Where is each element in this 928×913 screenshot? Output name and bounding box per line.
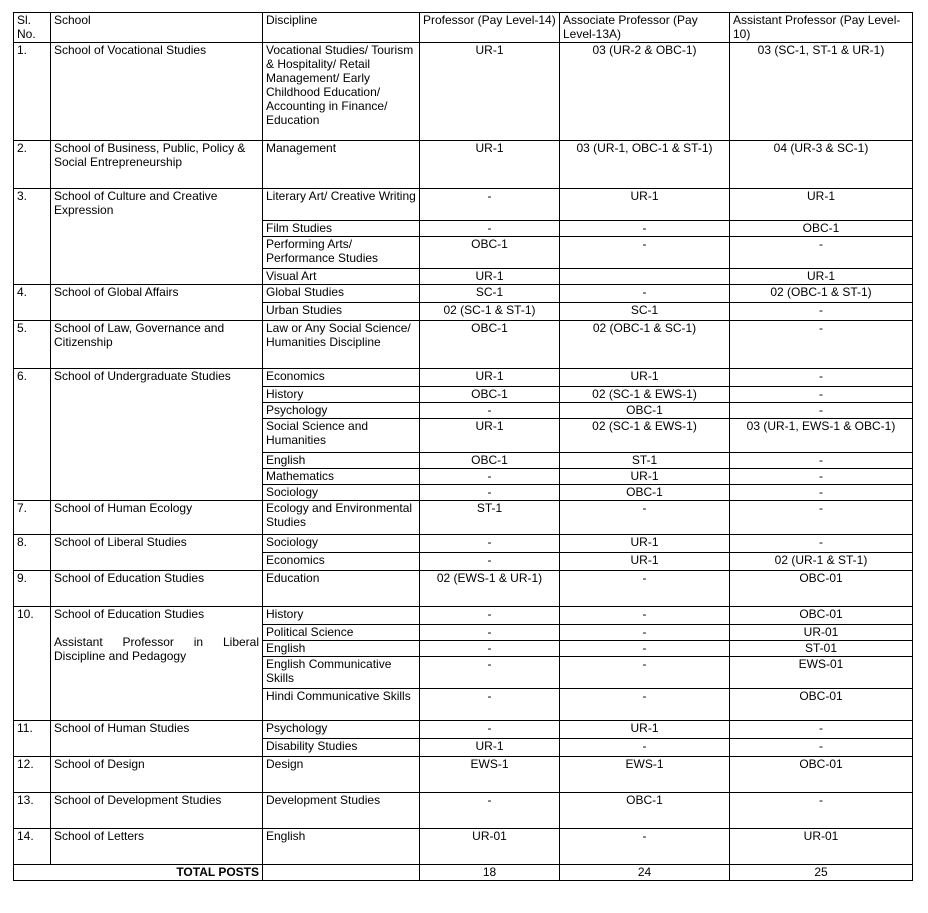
assistant-cell: UR-1 <box>730 269 913 285</box>
school-cell: School of Business, Public, Policy & Social Entrepreneurship <box>51 141 263 189</box>
school-cell: School of Education Studies <box>51 571 263 607</box>
table-row <box>14 793 913 829</box>
school-cell: School of Liberal Studies <box>51 535 263 571</box>
school-cell: School of Vocational Studies <box>51 43 263 141</box>
total-associate: 24 <box>560 865 730 881</box>
associate-cell: - <box>560 607 730 625</box>
header-professor: Professor (Pay Level-14) <box>420 13 560 43</box>
sl-cell: 6. <box>14 369 51 501</box>
associate-cell: 03 (UR-1, OBC-1 & ST-1) <box>560 141 730 189</box>
discipline-cell: Economics <box>263 553 420 571</box>
associate-cell: OBC-1 <box>560 403 730 419</box>
assistant-cell: OBC-01 <box>730 757 913 793</box>
school-cell: School of Law, Governance and Citizenship <box>51 321 263 369</box>
sl-cell: 2. <box>14 141 51 189</box>
sl-cell: 4. <box>14 285 51 321</box>
discipline-cell: Psychology <box>263 403 420 419</box>
professor-cell: - <box>420 641 560 657</box>
associate-cell: UR-1 <box>560 189 730 221</box>
sl-cell: 5. <box>14 321 51 369</box>
school-cell: School of Human Studies <box>51 721 263 757</box>
assistant-cell: UR-01 <box>730 829 913 865</box>
discipline-cell: Education <box>263 571 420 607</box>
header-row <box>14 13 913 43</box>
associate-cell: EWS-1 <box>560 757 730 793</box>
school-subtitle: Assistant Professor in Liberal Discipline and Pedagogy <box>54 635 259 663</box>
school-cell: School of Culture and Creative Expression <box>51 189 263 285</box>
associate-cell: 02 (SC-1 & EWS-1) <box>560 387 730 403</box>
discipline-cell: Performing Arts/ Performance Studies <box>263 237 420 269</box>
professor-cell: UR-1 <box>420 141 560 189</box>
discipline-cell: Urban Studies <box>263 303 420 321</box>
school-name: School of Education Studies <box>54 607 205 621</box>
professor-cell: UR-01 <box>420 829 560 865</box>
professor-cell: - <box>420 221 560 237</box>
discipline-cell: English <box>263 641 420 657</box>
professor-cell: SC-1 <box>420 285 560 303</box>
total-assistant: 25 <box>730 865 913 881</box>
discipline-cell: Film Studies <box>263 221 420 237</box>
assistant-cell: 02 (UR-1 & ST-1) <box>730 553 913 571</box>
associate-cell: SC-1 <box>560 303 730 321</box>
associate-cell: - <box>560 501 730 535</box>
associate-cell: 03 (UR-2 & OBC-1) <box>560 43 730 141</box>
sl-cell: 9. <box>14 571 51 607</box>
table-row <box>14 43 913 141</box>
associate-cell: UR-1 <box>560 553 730 571</box>
associate-cell: - <box>560 221 730 237</box>
associate-cell: - <box>560 285 730 303</box>
school-cell: School of Development Studies <box>51 793 263 829</box>
professor-cell: 02 (SC-1 & ST-1) <box>420 303 560 321</box>
header-school: School <box>51 13 263 43</box>
header-assistant-professor: Assistant Professor (Pay Level-10) <box>730 13 913 43</box>
school-cell: School of Undergraduate Studies <box>51 369 263 501</box>
professor-cell: OBC-1 <box>420 387 560 403</box>
discipline-cell: Management <box>263 141 420 189</box>
assistant-cell: - <box>730 793 913 829</box>
professor-cell: UR-1 <box>420 739 560 757</box>
associate-cell <box>560 269 730 285</box>
professor-cell: - <box>420 625 560 641</box>
discipline-cell: Mathematics <box>263 469 420 485</box>
professor-cell: UR-1 <box>420 43 560 141</box>
discipline-cell: Literary Art/ Creative Writing <box>263 189 420 221</box>
assistant-cell: - <box>730 535 913 553</box>
posts-table <box>13 12 913 881</box>
assistant-cell: - <box>730 403 913 419</box>
associate-cell: - <box>560 237 730 269</box>
associate-cell: - <box>560 739 730 757</box>
discipline-cell: Disability Studies <box>263 739 420 757</box>
associate-cell: - <box>560 641 730 657</box>
table-row <box>14 607 913 625</box>
associate-cell: OBC-1 <box>560 485 730 501</box>
professor-cell: - <box>420 689 560 721</box>
discipline-cell: Sociology <box>263 535 420 553</box>
header-sl: Sl. No. <box>14 13 51 43</box>
assistant-cell: 03 (SC-1, ST-1 & UR-1) <box>730 43 913 141</box>
professor-cell: - <box>420 721 560 739</box>
associate-cell: ST-1 <box>560 453 730 469</box>
total-professor: 18 <box>420 865 560 881</box>
associate-cell: - <box>560 571 730 607</box>
assistant-cell: OBC-01 <box>730 689 913 721</box>
professor-cell: UR-1 <box>420 369 560 387</box>
professor-cell: - <box>420 793 560 829</box>
discipline-cell: History <box>263 387 420 403</box>
assistant-cell: - <box>730 469 913 485</box>
assistant-cell: - <box>730 739 913 757</box>
assistant-cell: ST-01 <box>730 641 913 657</box>
discipline-cell: Economics <box>263 369 420 387</box>
sl-cell: 8. <box>14 535 51 571</box>
assistant-cell: - <box>730 303 913 321</box>
professor-cell: - <box>420 553 560 571</box>
discipline-cell: Law or Any Social Science/ Humanities Discipline <box>263 321 420 369</box>
sl-cell: 7. <box>14 501 51 535</box>
discipline-cell: Psychology <box>263 721 420 739</box>
professor-cell: UR-1 <box>420 269 560 285</box>
sl-cell: 12. <box>14 757 51 793</box>
assistant-cell: - <box>730 387 913 403</box>
professor-cell: ST-1 <box>420 501 560 535</box>
discipline-cell: English <box>263 829 420 865</box>
assistant-cell: EWS-01 <box>730 657 913 689</box>
table-row <box>14 535 913 553</box>
discipline-cell: Development Studies <box>263 793 420 829</box>
sl-cell: 14. <box>14 829 51 865</box>
associate-cell: UR-1 <box>560 721 730 739</box>
professor-cell: OBC-1 <box>420 321 560 369</box>
professor-cell: - <box>420 485 560 501</box>
professor-cell: - <box>420 607 560 625</box>
discipline-cell: Visual Art <box>263 269 420 285</box>
assistant-cell: 03 (UR-1, EWS-1 & OBC-1) <box>730 419 913 453</box>
assistant-cell: 02 (OBC-1 & ST-1) <box>730 285 913 303</box>
discipline-cell: Global Studies <box>263 285 420 303</box>
school-cell: School of Human Ecology <box>51 501 263 535</box>
table-row <box>14 571 913 607</box>
professor-cell: - <box>420 469 560 485</box>
discipline-cell: Ecology and Environmental Studies <box>263 501 420 535</box>
associate-cell: - <box>560 829 730 865</box>
header-discipline: Discipline <box>263 13 420 43</box>
discipline-cell: Sociology <box>263 485 420 501</box>
total-discipline-cell <box>263 865 420 881</box>
associate-cell: - <box>560 689 730 721</box>
school-cell <box>51 607 263 721</box>
assistant-cell: - <box>730 237 913 269</box>
assistant-cell: UR-01 <box>730 625 913 641</box>
table-row <box>14 757 913 793</box>
associate-cell: UR-1 <box>560 369 730 387</box>
assistant-cell: - <box>730 369 913 387</box>
associate-cell: UR-1 <box>560 469 730 485</box>
professor-cell: 02 (EWS-1 & UR-1) <box>420 571 560 607</box>
professor-cell: OBC-1 <box>420 237 560 269</box>
sl-cell: 3. <box>14 189 51 285</box>
discipline-cell: Design <box>263 757 420 793</box>
total-label: TOTAL POSTS <box>14 865 263 881</box>
sl-cell: 10. <box>14 607 51 721</box>
table-row <box>14 369 913 387</box>
assistant-cell: - <box>730 721 913 739</box>
assistant-cell: OBC-1 <box>730 221 913 237</box>
school-cell: School of Letters <box>51 829 263 865</box>
discipline-cell: Hindi Communicative Skills <box>263 689 420 721</box>
header-associate-professor: Associate Professor (Pay Level-13A) <box>560 13 730 43</box>
professor-cell: - <box>420 657 560 689</box>
table-row <box>14 189 913 221</box>
table-row <box>14 141 913 189</box>
assistant-cell: 04 (UR-3 & SC-1) <box>730 141 913 189</box>
discipline-cell: History <box>263 607 420 625</box>
table-row <box>14 501 913 535</box>
discipline-cell: English Communicative Skills <box>263 657 420 689</box>
professor-cell: - <box>420 403 560 419</box>
assistant-cell: - <box>730 501 913 535</box>
table-row <box>14 285 913 303</box>
discipline-cell: Social Science and Humanities <box>263 419 420 453</box>
table-row <box>14 721 913 739</box>
discipline-cell: Political Science <box>263 625 420 641</box>
assistant-cell: - <box>730 321 913 369</box>
associate-cell: - <box>560 625 730 641</box>
associate-cell: 02 (SC-1 & EWS-1) <box>560 419 730 453</box>
assistant-cell: OBC-01 <box>730 607 913 625</box>
associate-cell: - <box>560 657 730 689</box>
professor-cell: - <box>420 189 560 221</box>
professor-cell: OBC-1 <box>420 453 560 469</box>
sl-cell: 1. <box>14 43 51 141</box>
professor-cell: - <box>420 535 560 553</box>
associate-cell: 02 (OBC-1 & SC-1) <box>560 321 730 369</box>
discipline-cell: Vocational Studies/ Tourism & Hospitality/ Retail Management/ Early Childhood Education/ Accounting in Finance/ Education <box>263 43 420 141</box>
assistant-cell: - <box>730 453 913 469</box>
assistant-cell: - <box>730 485 913 501</box>
associate-cell: UR-1 <box>560 535 730 553</box>
assistant-cell: UR-1 <box>730 189 913 221</box>
professor-cell: EWS-1 <box>420 757 560 793</box>
sl-cell: 13. <box>14 793 51 829</box>
sl-cell: 11. <box>14 721 51 757</box>
table-row <box>14 321 913 369</box>
total-row <box>14 865 913 881</box>
professor-cell: UR-1 <box>420 419 560 453</box>
school-cell: School of Global Affairs <box>51 285 263 321</box>
associate-cell: OBC-1 <box>560 793 730 829</box>
assistant-cell: OBC-01 <box>730 571 913 607</box>
school-cell: School of Design <box>51 757 263 793</box>
discipline-cell: English <box>263 453 420 469</box>
table-row <box>14 829 913 865</box>
